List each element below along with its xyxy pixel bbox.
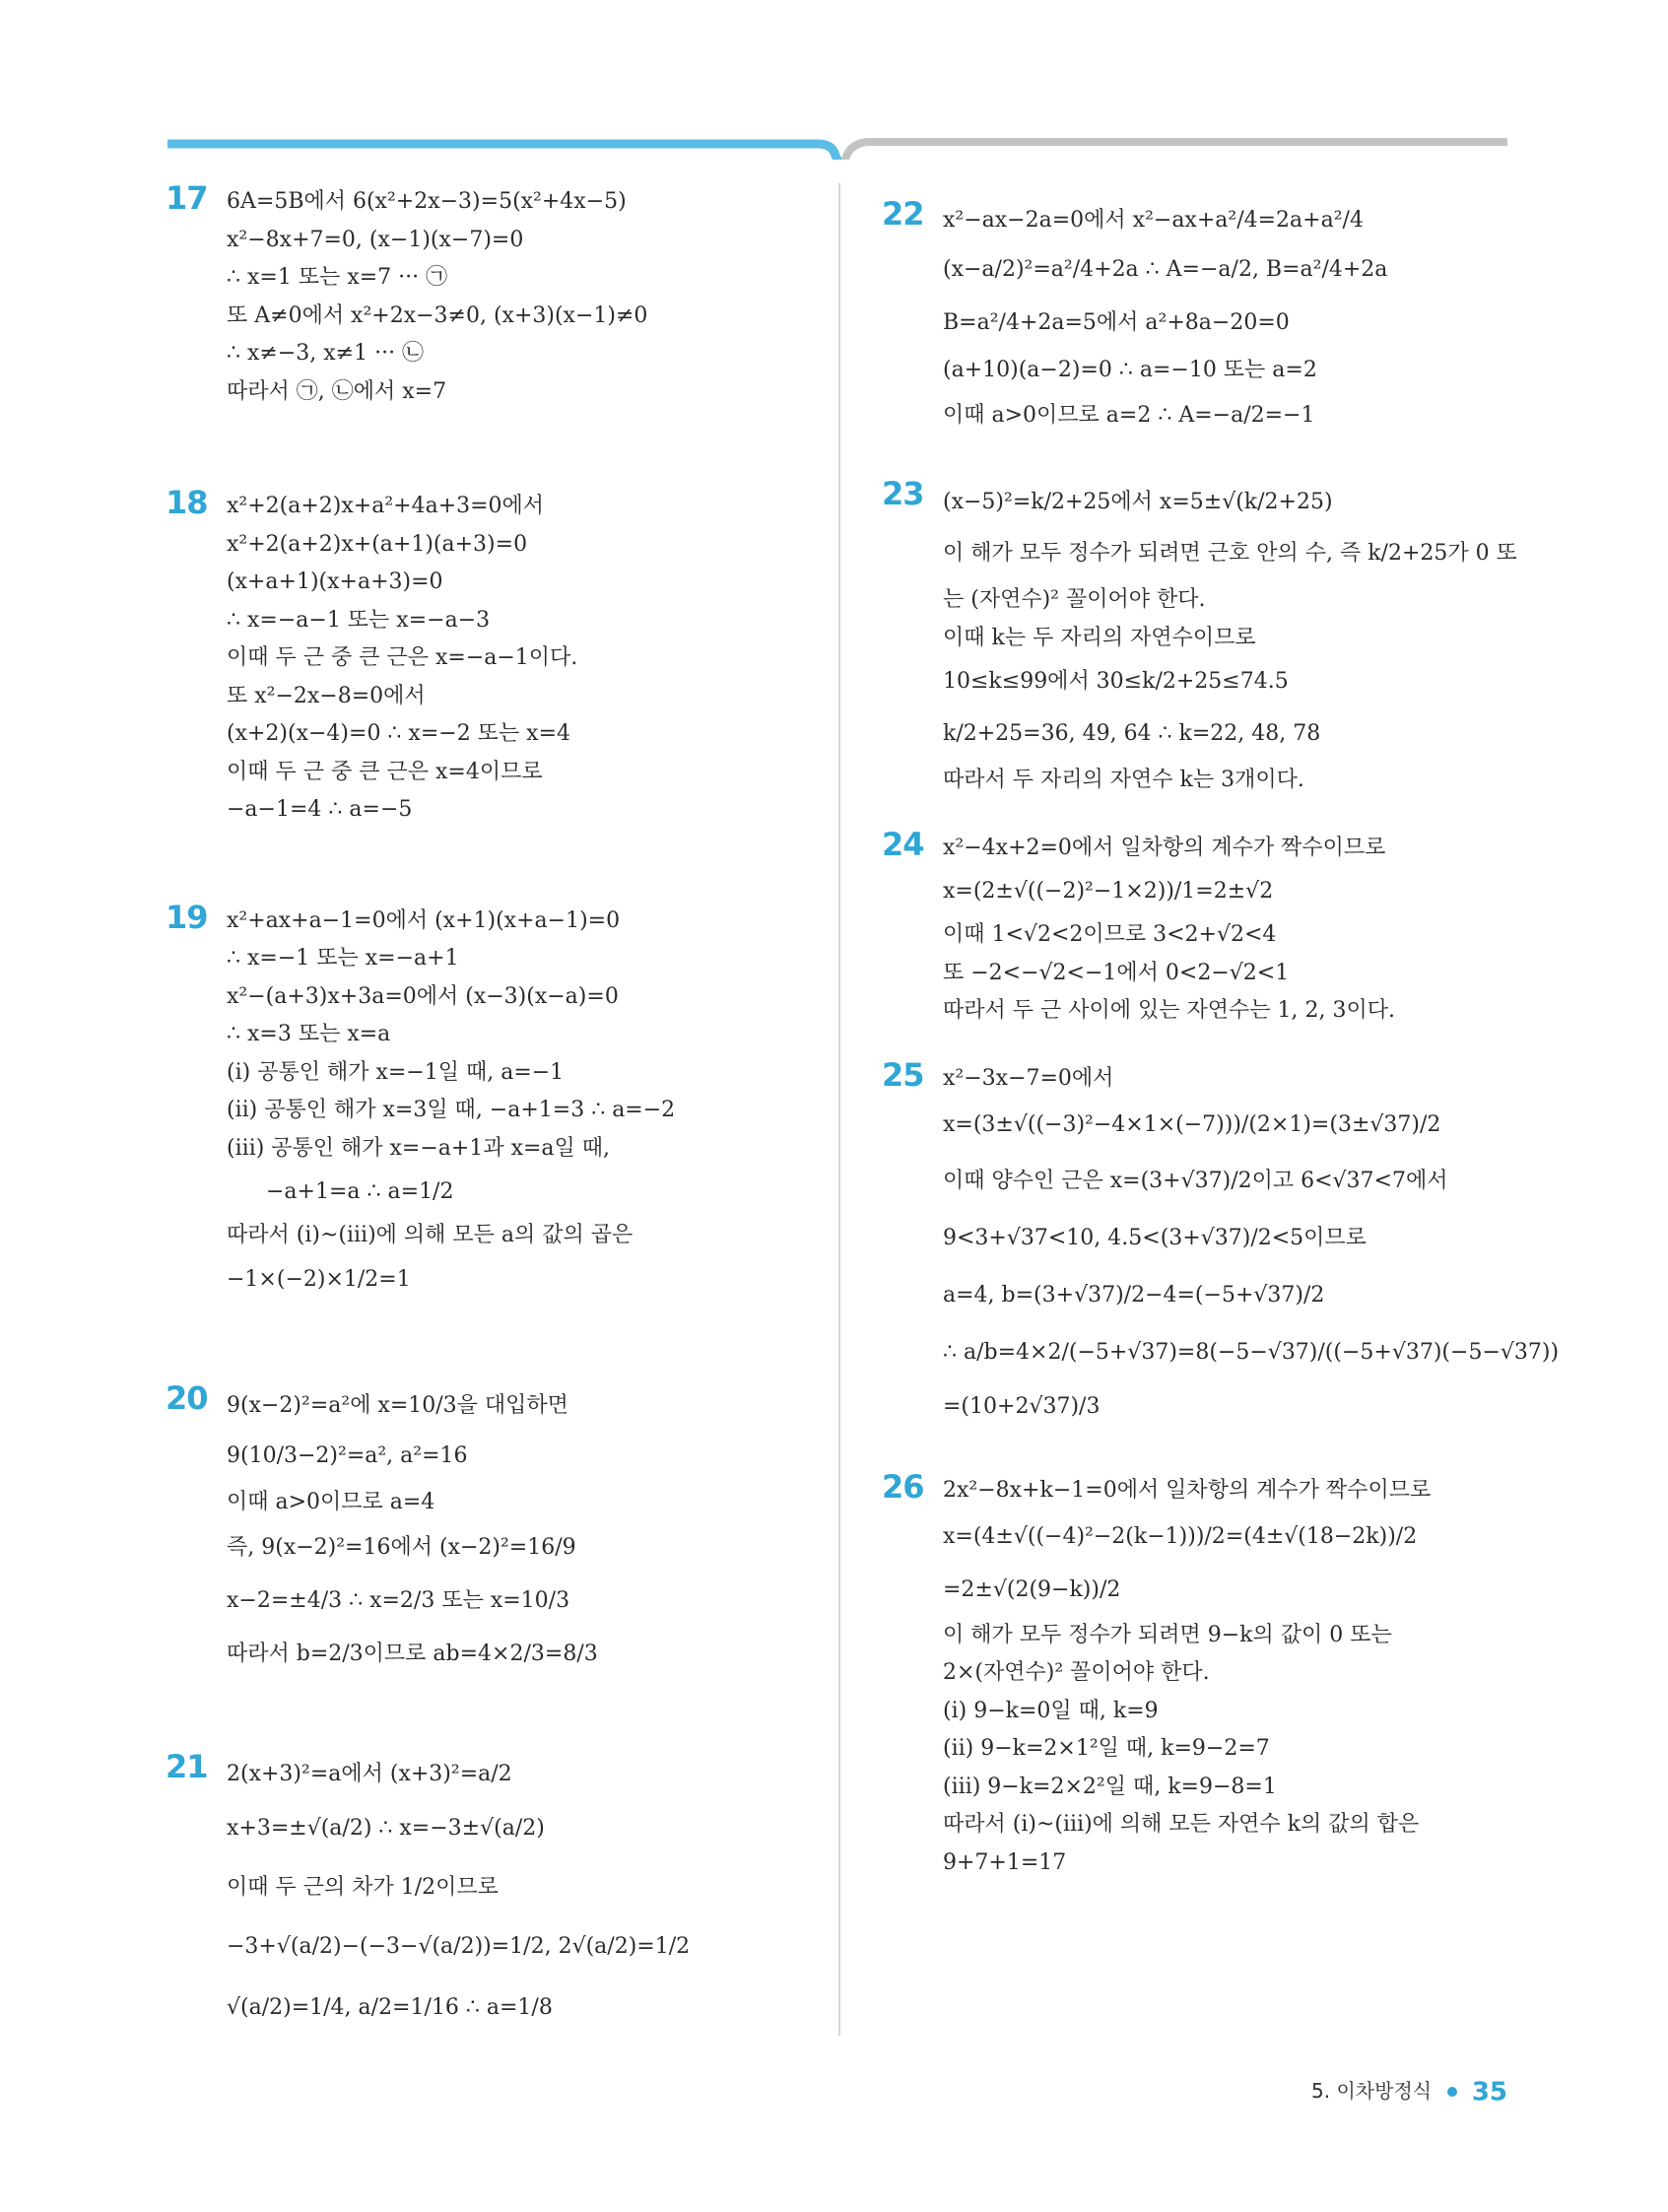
solution-line: 따라서 두 자리의 자연수 k는 3개이다. — [943, 768, 1304, 792]
solution-line: 따라서 (ⅰ)~(ⅲ)에 의해 모든 자연수 k의 값의 합은 — [943, 1812, 1420, 1837]
solution-line: ∴ x=3 또는 x=a — [227, 1022, 391, 1046]
chapter-title: 5. 이차방정식 — [1311, 2079, 1433, 2103]
bullet-dot-icon — [1447, 2087, 1457, 2097]
problem-number: 17 — [166, 179, 208, 217]
solution-line: x=(4±√((−4)²−2(k−1)))/2=(4±√(18−2k))/2 — [943, 1523, 1418, 1549]
solution-line: 이때 두 근 중 큰 근은 x=4이므로 — [227, 759, 543, 784]
solution-line: 이때 a>0이므로 a=2 ∴ A=−a/2=−1 — [943, 403, 1315, 428]
header-tab-bar — [167, 136, 1507, 160]
solution-line: (ⅰ) 공통인 해가 x=−1일 때, a=−1 — [227, 1059, 565, 1085]
solution-line: =2±√(2(9−k))/2 — [943, 1576, 1121, 1602]
column-divider — [838, 183, 840, 2036]
problem-number: 18 — [166, 484, 208, 521]
solution-line: 따라서 ㉠, ㉡에서 x=7 — [227, 378, 447, 404]
solution-line: −3+√(a/2)−(−3−√(a/2))=1/2, 2√(a/2)=1/2 — [227, 1934, 691, 1959]
solution-line: ∴ x=−1 또는 x=−a+1 — [227, 946, 459, 971]
problem-17 — [166, 179, 826, 411]
solution-line: x+3=±√(a/2) ∴ x=−3±√(a/2) — [227, 1816, 545, 1841]
problem-20 — [166, 1378, 826, 1682]
solution-line: −1×(−2)×1/2=1 — [227, 1266, 411, 1292]
solution-line: 또 −2<−√2<−1에서 0<2−√2<1 — [943, 960, 1290, 985]
solution-line: 6A=5B에서 6(x²+2x−3)=5(x²+4x−5) — [227, 189, 627, 214]
problem-23 — [882, 475, 1532, 800]
solution-line: k/2+25=36, 49, 64 ∴ k=22, 48, 78 — [943, 721, 1321, 746]
problem-number: 26 — [882, 1468, 924, 1506]
solution-line: 는 (자연수)² 꼴이어야 한다. — [943, 587, 1206, 612]
solution-line: 9(x−2)²=a²에 x=10/3을 대입하면 — [227, 1392, 568, 1418]
solution-line: 또 x²−2x−8=0에서 — [227, 683, 426, 708]
solution-line: 따라서 b=2/3이므로 ab=4×2/3=8/3 — [227, 1642, 598, 1666]
solution-line: (x+2)(x−4)=0 ∴ x=−2 또는 x=4 — [227, 721, 571, 746]
problem-number: 19 — [166, 898, 208, 936]
solution-line: 따라서 두 근 사이에 있는 자연수는 1, 2, 3이다. — [943, 998, 1395, 1023]
solution-line: x²−ax−2a=0에서 x²−ax+a²/4=2a+a²/4 — [943, 208, 1364, 233]
solution-line: 이때 두 근 중 큰 근은 x=−a−1이다. — [227, 645, 578, 670]
problem-24 — [882, 825, 1532, 1031]
solution-line: x²−3x−7=0에서 — [943, 1065, 1114, 1091]
solution-line: =(10+2√37)/3 — [943, 1394, 1101, 1419]
problem-25 — [882, 1055, 1560, 1434]
solution-line: (ⅰ) 9−k=0일 때, k=9 — [943, 1698, 1159, 1723]
solution-line: a=4, b=(3+√37)/2−4=(−5+√37)/2 — [943, 1283, 1325, 1307]
solution-line: 2(x+3)²=a에서 (x+3)²=a/2 — [227, 1762, 512, 1786]
solution-line: (ⅱ) 공통인 해가 x=3일 때, −a+1=3 ∴ a=−2 — [227, 1098, 676, 1122]
solution-line: (x−a/2)²=a²/4+2a ∴ A=−a/2, B=a²/4+2a — [943, 257, 1388, 282]
page-number: 35 — [1471, 2077, 1507, 2108]
problem-19 — [166, 898, 826, 1305]
solution-line: −a+1=a ∴ a=1/2 — [266, 1179, 454, 1204]
problem-number: 25 — [882, 1055, 924, 1094]
left-column — [166, 179, 826, 2038]
solution-line: (ⅲ) 9−k=2×2²일 때, k=9−8=1 — [943, 1774, 1277, 1799]
solution-line: −a−1=4 ∴ a=−5 — [227, 797, 413, 822]
solution-line: x²+2(a+2)x+(a+1)(a+3)=0 — [227, 531, 528, 557]
solution-line: 2×(자연수)² 꼴이어야 한다. — [943, 1660, 1210, 1685]
problem-number: 20 — [166, 1378, 208, 1417]
solution-line: 9+7+1=17 — [943, 1849, 1067, 1875]
problem-26 — [882, 1468, 1532, 1882]
solution-line: x=(3±√((−3)²−4×1×(−7)))/(2×1)=(3±√37)/2 — [943, 1112, 1441, 1137]
solution-line: 10≤k≤99에서 30≤k/2+25≤74.5 — [943, 669, 1289, 694]
problem-number: 23 — [882, 475, 924, 512]
solution-line: (a+10)(a−2)=0 ∴ a=−10 또는 a=2 — [943, 358, 1317, 382]
solution-line: x=(2±√((−2)²−1×2))/1=2±√2 — [943, 879, 1274, 904]
solution-line: x²+2(a+2)x+a²+4a+3=0에서 — [227, 494, 545, 518]
solution-line: 이 해가 모두 정수가 되려면 9−k의 값이 0 또는 — [943, 1622, 1392, 1647]
problem-21 — [166, 1748, 826, 2038]
problem-18 — [166, 484, 826, 830]
solution-line: 이때 양수인 근은 x=(3+√37)/2이고 6<√37<7에서 — [943, 1169, 1448, 1193]
solution-line: 이 해가 모두 정수가 되려면 근호 안의 수, 즉 k/2+25가 0 또 — [943, 541, 1517, 566]
right-column — [882, 183, 1560, 1882]
solution-line: ∴ x=−a−1 또는 x=−a−3 — [227, 607, 491, 633]
solution-line: x²−4x+2=0에서 일차항의 계수가 짝수이므로 — [943, 835, 1386, 860]
solution-line: x²−8x+7=0, (x−1)(x−7)=0 — [227, 227, 524, 252]
solution-line: 2x²−8x+k−1=0에서 일차항의 계수가 짝수이므로 — [943, 1478, 1432, 1503]
solution-line: 9(10/3−2)²=a², a²=16 — [227, 1442, 468, 1468]
solution-line: ∴ x≠−3, x≠1 ··· ㉡ — [227, 341, 425, 366]
solution-line: 이때 a>0이므로 a=4 — [227, 1489, 435, 1514]
solution-line: (x+a+1)(x+a+3)=0 — [227, 570, 443, 594]
solution-line: ∴ a/b=4×2/(−5+√37)=8(−5−√37)/((−5+√37)(−5−√37)) — [943, 1340, 1560, 1365]
solution-line: 이때 k는 두 자리의 자연수이므로 — [943, 625, 1256, 650]
solution-line: (ⅱ) 9−k=2×1²일 때, k=9−2=7 — [943, 1736, 1270, 1761]
solution-line: x²−(a+3)x+3a=0에서 (x−3)(x−a)=0 — [227, 983, 619, 1009]
solution-line: 이때 1<√2<2이므로 3<2+√2<4 — [943, 922, 1277, 947]
solution-line: √(a/2)=1/4, a/2=1/16 ∴ a=1/8 — [227, 1995, 553, 2020]
problem-number: 21 — [166, 1748, 208, 1785]
problem-22 — [882, 195, 1532, 439]
solution-line: 따라서 (ⅰ)~(ⅲ)에 의해 모든 a의 값의 곱은 — [227, 1223, 634, 1247]
solution-line: x−2=±4/3 ∴ x=2/3 또는 x=10/3 — [227, 1588, 570, 1613]
solution-line: 9<3+√37<10, 4.5<(3+√37)/2<5이므로 — [943, 1226, 1367, 1250]
solution-line: (ⅲ) 공통인 해가 x=−a+1과 x=a일 때, — [227, 1135, 611, 1161]
solution-line: 이때 두 근의 차가 1/2이므로 — [227, 1875, 499, 1900]
page-footer — [1311, 2075, 1507, 2108]
solution-line: x²+ax+a−1=0에서 (x+1)(x+a−1)=0 — [227, 907, 621, 933]
solution-line: 즉, 9(x−2)²=16에서 (x−2)²=16/9 — [227, 1535, 576, 1560]
problem-number: 22 — [882, 195, 924, 233]
solution-line: ∴ x=1 또는 x=7 ··· ㉠ — [227, 265, 448, 290]
solution-line: 또 A≠0에서 x²+2x−3≠0, (x+3)(x−1)≠0 — [227, 302, 648, 328]
problem-number: 24 — [882, 825, 924, 863]
solution-line: (x−5)²=k/2+25에서 x=5±√(k/2+25) — [943, 490, 1333, 514]
solution-line: B=a²/4+2a=5에서 a²+8a−20=0 — [943, 310, 1290, 335]
